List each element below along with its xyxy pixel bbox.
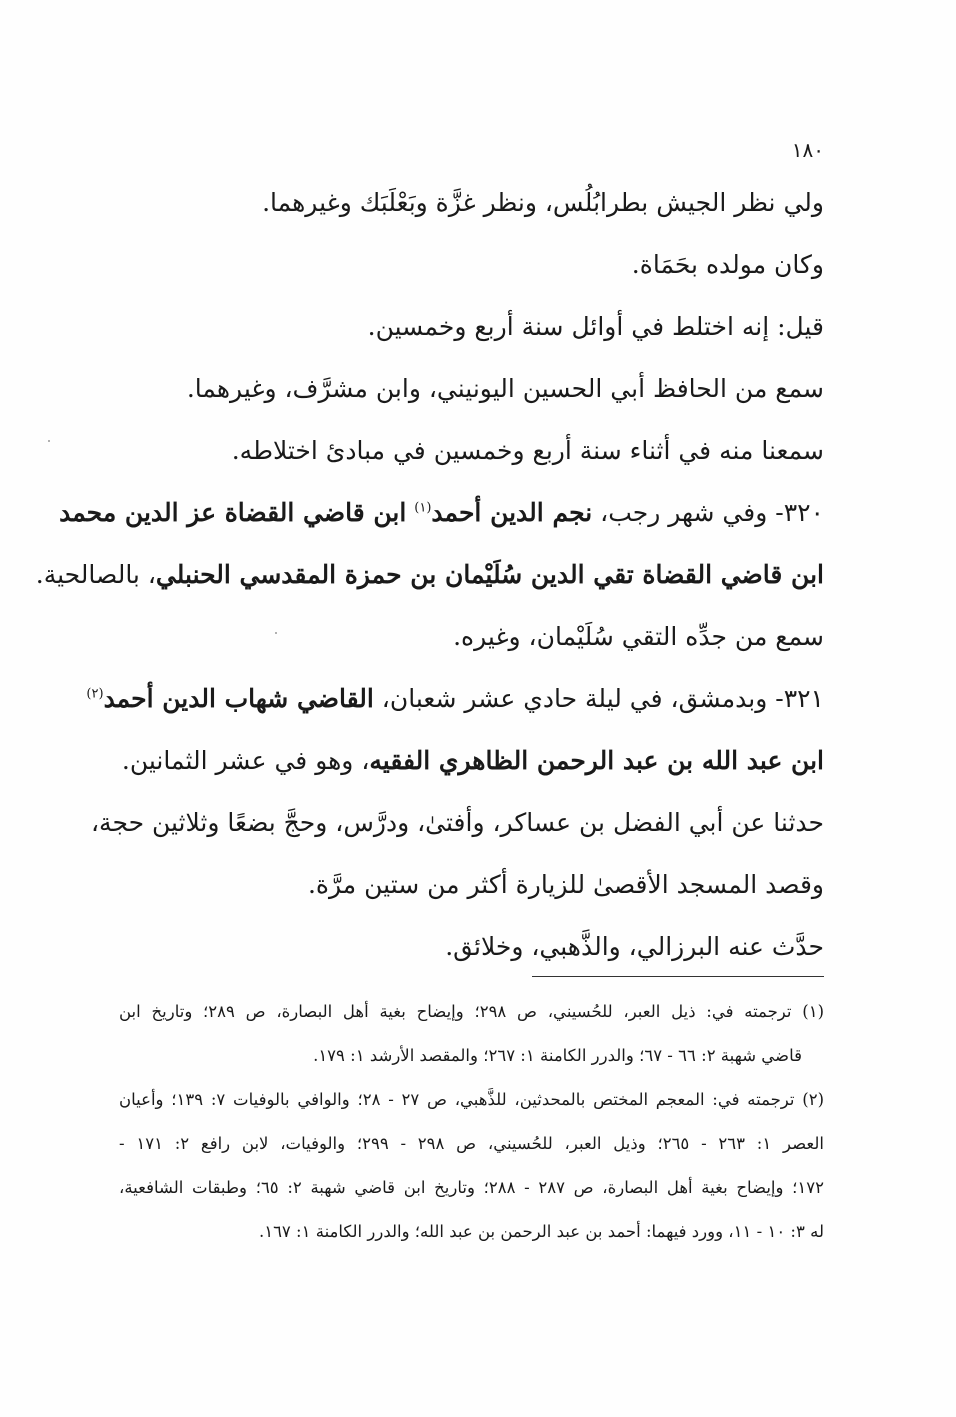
text-line: سمع من جدِّه التقي سُلَيْمان، وغيره. (453, 622, 824, 651)
footnote-2-line: له ٣: ١٠ - ١١، وورد فيهما: أحمد بن عبد الرحمن بن عبد الله؛ والدرر الكامنة ١: ١٦٧. (258, 1222, 824, 1241)
footnote-ref-2: (٢) (86, 686, 104, 702)
scan-speck (275, 632, 277, 634)
text-line: سمعنا منه في أثناء سنة أربع وخمسين في مبادئ اختلاطه. (231, 436, 824, 465)
entry-320-name: نجم الدين أحمد (431, 498, 593, 527)
entry-321-lineage: ابن عبد الله بن عبد الرحمن الظاهري الفقيه (369, 746, 824, 775)
text-line: وكان مولده بحَمَاة. (631, 250, 824, 279)
footnote-2-line: (٢) ترجمته في: المعجم المختص بالمحدثين، للذَّهبي، ص ٢٧ - ٢٨؛ والوافي بالوفيات ٧: ١٣٩؛ وأعيان (119, 1090, 824, 1109)
text-line: قيل: إنه اختلط في أوائل سنة أربع وخمسين. (367, 312, 824, 341)
entry-320-line-2: ابن قاضي القضاة تقي الدين سُلَيْمان بن حمزة المقدسي الحنبلي، بالصالحية. (35, 560, 824, 589)
text-line: سمع من الحافظ أبي الحسين اليونيني، وابن مشرَّف، وغيرهما. (186, 374, 824, 403)
entry-320-lineage: ابن قاضي القضاة عز الدين محمد (59, 498, 407, 527)
entry-320-line-1: ٣٢٠- وفي شهر رجب، نجم الدين أحمد$^{(١)}$ ابن قاضي القضاة عز الدين محمد (59, 498, 824, 527)
text-line: حدثنا عن أبي الفضل بن عساكر، وأفتىٰ، ودرَّس، وحجَّ بضعًا وثلاثين حجة، (90, 808, 824, 837)
page-number: ١٨٠ (791, 138, 824, 162)
footnote-divider (532, 976, 824, 977)
entry-320-lineage-cont: ابن قاضي القضاة تقي الدين سُلَيْمان بن حمزة المقدسي الحنبلي (155, 560, 824, 589)
text-line: حدَّث عنه البرزالي، والذَّهبي، وخلائق. (445, 932, 824, 961)
text-line: وقصد المسجد الأقصىٰ للزيارة أكثر من ستين مرَّة. (307, 870, 824, 899)
footnote-1-line: (١) ترجمته في: ذيل العبر، للحُسيني، ص ٢٩٨؛ وإيضاح بغية أهل البصارة، ص ٢٨٩؛ وتاريخ ابن (119, 1002, 824, 1021)
scan-speck (48, 440, 50, 442)
main-text (35, 172, 824, 978)
entry-321-line-1: ٣٢١- وبدمشق، في ليلة حادي عشر شعبان، القاضي شهاب الدين أحمد$^{(٢)}$ (86, 684, 824, 713)
entry-321-name: القاضي شهاب الدين أحمد (103, 684, 374, 713)
footnote-2-line: العصر ١: ٢٦٣ - ٢٦٥؛ وذيل العبر، للحُسيني، ص ٢٩٨ - ٢٩٩؛ والوفيات، لابن رافع ٢: ١٧١ - (119, 1134, 824, 1153)
entry-321-line-2: ابن عبد الله بن عبد الرحمن الظاهري الفقيه، وهو في عشر الثمانين. (121, 746, 824, 775)
footnote-ref-1: (١) (414, 500, 432, 516)
footnotes (119, 994, 824, 1258)
text-line: ولي نظر الجيش بطرابُلُس، ونظر غزَّة وبَعْلَبَك وغيرهما. (262, 188, 824, 217)
footnote-2-line: ١٧٢؛ وإيضاح بغية أهل البصارة، ص ٢٨٧ - ٢٨٨؛ وتاريخ ابن قاضي شهبة ٢: ٦٥؛ وطبقات الشافعية، (119, 1178, 824, 1197)
footnote-1-line: قاضي شهبة ٢: ٦٦ - ٦٧؛ والدرر الكامنة ١: ٢٦٧؛ والمقصد الأرشد ١: ١٧٩. (313, 1046, 802, 1065)
